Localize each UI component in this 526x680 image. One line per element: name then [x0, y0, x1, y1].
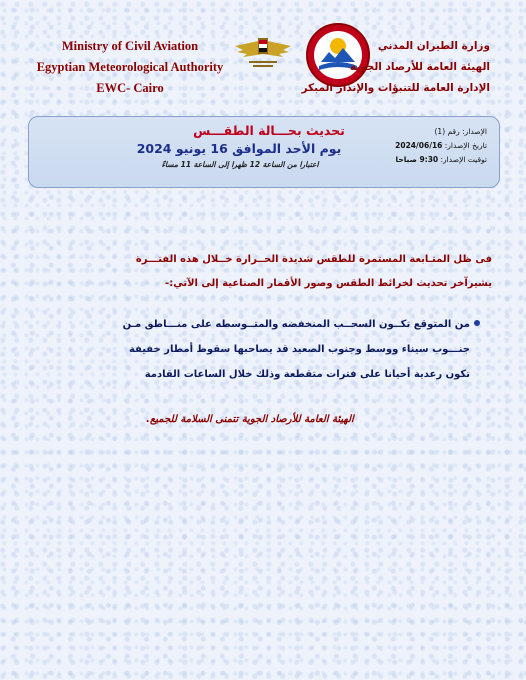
header-english: [30, 36, 230, 99]
authority-name-ar: الهيئة العامة للأرصاد الجوية: [349, 61, 490, 73]
bulletin-date: يوم الأحد الموافق 16 يونيو 2024: [136, 141, 342, 156]
issue-meta: [337, 125, 487, 167]
center-name-ar: الإدارة العامة للتنبؤات والإنذار المبكر: [301, 82, 490, 94]
ministry-name-ar: وزارة الطيران المدني: [377, 40, 490, 52]
bullet-line-1: من المتوقع تكــون السحــب المنخفضه والمتــوسطه على منـــاطق مـن: [122, 319, 470, 330]
forecast-bullet: [60, 312, 470, 387]
intro-paragraph: [40, 248, 492, 296]
ministry-name-en: Ministry of Civil Aviation: [61, 39, 199, 53]
bullet-line-3: تكون رعدية أحيانا على فترات متقطعة وذلك خلال الساعات القادمة: [144, 369, 470, 380]
issue-number: الإصدار: رقم (1): [434, 127, 487, 136]
intro-line-2: يشيرآخر تحديث لخرائط الطقس وصور الأقمار الصناعية إلى الآتي:-: [165, 278, 492, 289]
civil-aviation-logo: [233, 32, 293, 72]
issue-time-label: توقيت الإصدار:: [440, 155, 487, 164]
bulletin-header-box: [28, 116, 500, 188]
bulletin-validity: اعتبارا من الساعة 12 ظهرا إلى الساعة 11 مساءً: [161, 160, 319, 169]
center-name-en: EWC- Cairo: [96, 81, 164, 95]
closing-statement: الهيئة العامة للأرصاد الجوية تتمنى السلامة للجميع.: [146, 414, 354, 425]
issue-date: 2024/06/16: [395, 141, 443, 150]
authority-name-en: Egyptian Meteorological Authority: [36, 60, 224, 74]
header-arabic: [290, 36, 490, 99]
bullet-icon: [474, 320, 480, 326]
bulletin-title: تحديث بحـــالة الطقـــس: [193, 123, 345, 138]
intro-line-1: فى ظل المتـابعة المستمرة للطقس شديدة الحــرارة خــلال هذه الفتـــرة: [135, 254, 492, 265]
issue-time: 9:30 صباحا: [395, 155, 439, 164]
issue-date-row: [337, 139, 487, 153]
issue-date-label: تاريخ الإصدار:: [444, 141, 487, 150]
bullet-line-2: جنـــوب سيناء ووسط وجنوب الصعيد قد يصاحبها سقوط أمطار خفيفة: [128, 344, 470, 355]
issue-time-row: [337, 153, 487, 167]
